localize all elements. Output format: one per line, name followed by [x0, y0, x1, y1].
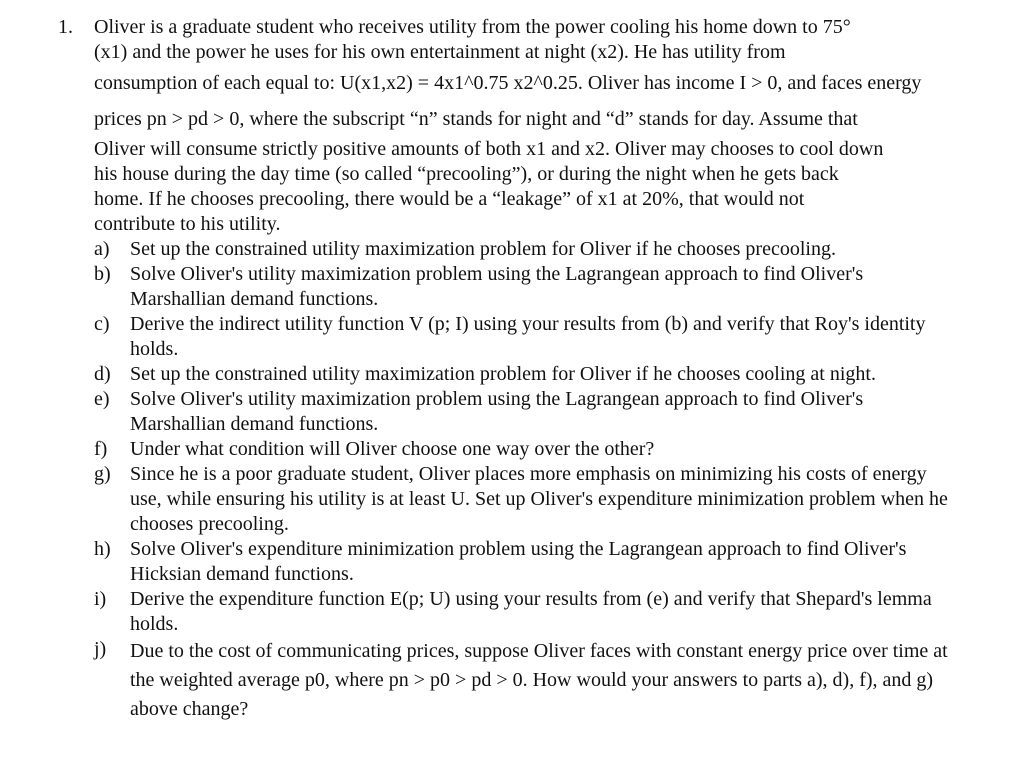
part-g	[58, 462, 958, 537]
intro-line: contribute to his utility.	[94, 213, 281, 235]
part-d	[58, 362, 958, 387]
part-text: Derive the indirect utility function V (p; I) using your results from (b) and verify that Roy's identity holds.	[130, 313, 926, 360]
intro-line-prices: prices pn > pd > 0, where the subscript “n” stands for night and “d” stands for day. Assume that	[94, 108, 858, 130]
part-text: Solve Oliver's expenditure minimization problem using the Lagrangean approach to find Oliver's Hicksian demand functions.	[130, 538, 907, 585]
intro-line: Oliver is a graduate student who receives utility from the power cooling his home down to 75°	[94, 16, 851, 38]
part-label: b)	[94, 263, 111, 285]
part-b	[58, 262, 958, 312]
problem-number: 1.	[58, 16, 73, 38]
part-text: Solve Oliver's utility maximization problem using the Lagrangean approach to find Oliver's Marshallian demand functions.	[130, 263, 864, 310]
problem-intro	[94, 15, 954, 237]
intro-line: (x1) and the power he uses for his own entertainment at night (x2). He has utility from	[94, 41, 786, 63]
intro-line: his house during the day time (so called “precooling”), or during the night when he gets back	[94, 163, 839, 185]
part-a	[58, 237, 958, 262]
part-label: g)	[94, 463, 111, 485]
part-text: Since he is a poor graduate student, Oliver places more emphasis on minimizing his costs of energy use, while ensuring his utility is at least U. Set up Oliver's expenditure minimization problem when he chooses precooling.	[130, 463, 948, 535]
part-f	[58, 437, 958, 462]
part-label: j)	[94, 638, 107, 660]
part-i	[58, 587, 958, 637]
part-label: d)	[94, 363, 111, 385]
part-text: Set up the constrained utility maximization problem for Oliver if he chooses cooling at night.	[130, 363, 876, 385]
intro-line: Oliver will consume strictly positive amounts of both x1 and x2. Oliver may chooses to cool down	[94, 138, 884, 160]
part-label: h)	[94, 538, 111, 560]
part-label: e)	[94, 388, 110, 410]
problem-1	[58, 15, 958, 724]
part-text: Due to the cost of communicating prices, suppose Oliver faces with constant energy price over time at the weighted average p0, where pn > p0 > pd > 0. How would your answers to parts a), d), f), and g) above change?	[130, 640, 948, 720]
part-text: Derive the expenditure function E(p; U) using your results from (e) and verify that Shepard's lemma holds.	[130, 588, 932, 635]
part-h	[58, 537, 958, 587]
part-c	[58, 312, 958, 362]
question-parts	[58, 237, 958, 724]
part-label: i)	[94, 588, 107, 610]
intro-line: home. If he chooses precooling, there would be a “leakage” of x1 at 20%, that would not	[94, 188, 805, 210]
part-text: Under what condition will Oliver choose one way over the other?	[130, 438, 655, 460]
part-text: Solve Oliver's utility maximization problem using the Lagrangean approach to find Oliver's Marshallian demand functions.	[130, 388, 864, 435]
part-label: a)	[94, 238, 110, 260]
part-label: c)	[94, 313, 110, 335]
part-text: Set up the constrained utility maximization problem for Oliver if he chooses precooling.	[130, 238, 836, 260]
part-j	[58, 637, 958, 724]
intro-line-utility: consumption of each equal to: U(x1,x2) = 4x1^0.75 x2^0.25. Oliver has income I > 0, and faces energy	[94, 72, 922, 94]
part-label: f)	[94, 438, 108, 460]
part-e	[58, 387, 958, 437]
